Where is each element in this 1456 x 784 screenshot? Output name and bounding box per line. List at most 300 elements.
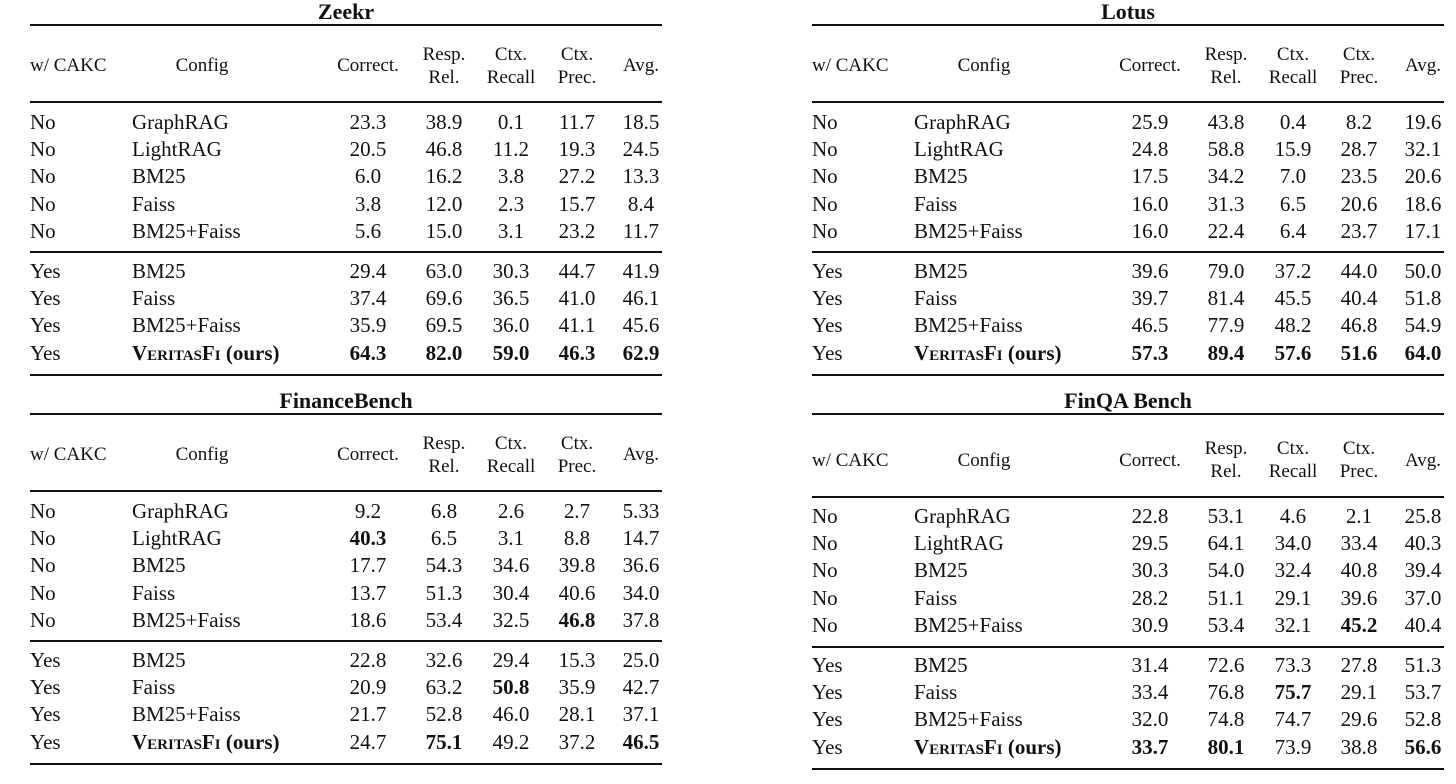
value-cell: 33.4 (1340, 531, 1378, 556)
value-cell: 20.6 (1404, 164, 1442, 189)
value-cell: 75.1 (425, 729, 463, 754)
config-cell: GraphRAG (132, 499, 229, 523)
group-separator (812, 646, 1444, 648)
header-text: Avg. (1404, 55, 1442, 76)
config-cell: Faiss (132, 580, 176, 605)
header-config (924, 36, 1044, 95)
value-cell: 39.8 (558, 553, 596, 578)
config-cell: BM25+Faiss (132, 607, 241, 632)
header-context-precision (1329, 430, 1389, 490)
header-correctness (1110, 36, 1190, 95)
header-text: Resp. (1204, 438, 1248, 459)
value-cell: 28.1 (558, 702, 596, 727)
header-rule (30, 490, 662, 492)
header-text: Prec. (557, 455, 597, 477)
value-cell: 51.6 (1340, 340, 1378, 365)
value-cell: 75.7 (1274, 680, 1312, 705)
value-cell: 3.1 (497, 218, 525, 243)
value-cell: 30.3 (492, 259, 530, 283)
config-cell: BM25 (132, 259, 186, 283)
top-rule (812, 413, 1444, 415)
header-text: Prec. (1339, 66, 1379, 88)
value-cell: 35.9 (558, 675, 596, 700)
value-cell: 53.1 (1207, 504, 1245, 528)
header-text: Ctx. (1342, 438, 1376, 459)
header-text: Recall (486, 455, 536, 477)
config-cell: GraphRAG (914, 110, 1011, 134)
value-cell: 54.3 (425, 553, 463, 578)
value-cell: 53.4 (1207, 612, 1245, 637)
cakc-cell: Yes (30, 259, 61, 283)
cakc-cell: No (30, 164, 56, 189)
value-cell: 32.1 (1274, 612, 1312, 637)
value-cell: 4.6 (1279, 504, 1307, 528)
value-cell: 46.8 (425, 137, 463, 162)
config-cell: BM25+Faiss (914, 707, 1023, 732)
value-cell: 15.9 (1274, 137, 1312, 162)
header-average (1398, 430, 1448, 490)
header-text: w/ CAKC (30, 444, 107, 465)
value-cell: 23.7 (1340, 218, 1378, 243)
value-cell: 19.3 (558, 137, 596, 162)
header-response-relevance (414, 36, 474, 95)
cakc-cell: Yes (30, 702, 61, 727)
header-text: Rel. (428, 455, 460, 477)
config-cell: LightRAG (914, 137, 1004, 162)
value-cell: 73.9 (1274, 734, 1312, 759)
config-cell: Faiss (914, 286, 958, 311)
value-cell: 74.8 (1207, 707, 1245, 732)
header-config (142, 36, 262, 95)
value-cell: 44.0 (1340, 259, 1378, 283)
value-cell: 29.1 (1274, 585, 1312, 610)
cakc-cell: Yes (812, 340, 843, 365)
value-cell: 46.5 (622, 729, 660, 754)
header-rule (812, 101, 1444, 103)
config-cell: LightRAG (132, 526, 222, 551)
header-text: Config (175, 55, 229, 76)
config-cell: BM25 (132, 164, 186, 189)
value-cell: 46.8 (558, 607, 596, 632)
config-cell: BM25+Faiss (914, 218, 1023, 243)
value-cell: 25.9 (1131, 110, 1169, 134)
value-cell: 44.7 (558, 259, 596, 283)
value-cell: 62.9 (622, 340, 660, 365)
value-cell: 24.8 (1131, 137, 1169, 162)
cakc-cell: No (812, 531, 838, 556)
cakc-cell: No (812, 137, 838, 162)
value-cell: 73.3 (1274, 653, 1312, 677)
cakc-cell: No (30, 218, 56, 243)
header-text: Ctx. (494, 432, 528, 454)
value-cell: 58.8 (1207, 137, 1245, 162)
value-cell: 25.8 (1404, 504, 1442, 528)
value-cell: 37.2 (558, 729, 596, 754)
value-cell: 2.7 (563, 499, 591, 523)
value-cell: 46.1 (622, 286, 660, 311)
value-cell: 16.0 (1131, 218, 1169, 243)
value-cell: 18.6 (349, 607, 387, 632)
value-cell: 23.3 (349, 110, 387, 134)
cakc-cell: Yes (812, 286, 843, 311)
value-cell: 39.6 (1131, 259, 1169, 283)
value-cell: 20.9 (349, 675, 387, 700)
value-cell: 34.0 (622, 580, 660, 605)
value-cell: 32.6 (425, 648, 463, 672)
cakc-cell: No (30, 553, 56, 578)
header-cakc (30, 36, 130, 95)
cakc-cell: Yes (30, 340, 61, 365)
value-cell: 11.2 (493, 137, 529, 162)
value-cell: 17.5 (1131, 164, 1169, 189)
value-cell: 5.33 (622, 499, 660, 523)
header-text: Correct. (1119, 55, 1181, 76)
config-cell: LightRAG (914, 531, 1004, 556)
header-text: Recall (1268, 66, 1318, 88)
config-cell (914, 340, 1062, 367)
value-cell: 37.0 (1404, 585, 1442, 610)
cakc-cell: No (30, 526, 56, 551)
header-cakc (812, 36, 912, 95)
value-cell: 53.4 (425, 607, 463, 632)
top-rule (812, 24, 1444, 26)
value-cell: 42.7 (622, 675, 660, 700)
value-cell: 40.3 (1404, 531, 1442, 556)
header-context-precision (547, 36, 607, 95)
config-cell (132, 340, 280, 367)
value-cell: 27.2 (558, 164, 596, 189)
value-cell: 59.0 (492, 340, 530, 365)
config-cell: BM25 (132, 648, 186, 672)
header-average (1398, 36, 1448, 95)
table-title: Lotus (1101, 0, 1155, 24)
config-cell (914, 734, 1062, 761)
cakc-cell: Yes (30, 313, 61, 338)
value-cell: 11.7 (623, 218, 659, 243)
header-text: Correct. (337, 444, 399, 465)
cakc-cell: No (30, 110, 56, 134)
value-cell: 69.6 (425, 286, 463, 311)
value-cell: 39.7 (1131, 286, 1169, 311)
header-text: Rel. (428, 66, 460, 88)
group-separator (812, 251, 1444, 253)
cakc-cell: No (30, 137, 56, 162)
cakc-cell: Yes (812, 313, 843, 338)
header-response-relevance (1196, 430, 1256, 490)
value-cell: 23.5 (1340, 164, 1378, 189)
value-cell: 37.1 (622, 702, 660, 727)
value-cell: 29.6 (1340, 707, 1378, 732)
header-text: Correct. (337, 55, 399, 76)
value-cell: 2.6 (497, 499, 525, 523)
value-cell: 11.7 (559, 110, 595, 134)
config-cell: Faiss (914, 191, 958, 216)
value-cell: 34.0 (1274, 531, 1312, 556)
cakc-cell: Yes (812, 680, 843, 705)
header-context-recall (479, 425, 543, 484)
cakc-cell: No (812, 585, 838, 610)
value-cell: 3.8 (354, 191, 382, 216)
value-cell: 6.4 (1279, 218, 1307, 243)
method-suffix: (ours) (1002, 734, 1062, 759)
value-cell: 34.6 (492, 553, 530, 578)
value-cell: 19.6 (1404, 110, 1442, 134)
cakc-cell: No (30, 191, 56, 216)
config-cell: BM25 (914, 653, 968, 677)
value-cell: 17.7 (349, 553, 387, 578)
value-cell: 89.4 (1207, 340, 1245, 365)
header-text: Ctx. (1276, 43, 1310, 65)
header-text: Avg. (1404, 449, 1442, 471)
value-cell: 37.4 (349, 286, 387, 311)
value-cell: 38.8 (1340, 734, 1378, 759)
value-cell: 15.3 (558, 648, 596, 672)
header-rule (30, 101, 662, 103)
value-cell: 56.6 (1404, 734, 1442, 759)
value-cell: 57.6 (1274, 340, 1312, 365)
value-cell: 36.6 (622, 553, 660, 578)
header-text: Ctx. (1342, 43, 1376, 65)
cakc-cell: Yes (812, 259, 843, 283)
bottom-rule (812, 374, 1444, 376)
header-correctness (328, 425, 408, 484)
header-text: w/ CAKC (812, 449, 889, 471)
value-cell: 9.2 (354, 499, 382, 523)
method-name: VeritasFi (914, 734, 1003, 759)
header-rule (812, 496, 1444, 498)
header-text: Ctx. (560, 43, 594, 65)
value-cell: 64.3 (349, 340, 387, 365)
value-cell: 7.0 (1279, 164, 1307, 189)
config-cell: Faiss (132, 191, 176, 216)
config-cell: GraphRAG (132, 110, 229, 134)
value-cell: 32.4 (1274, 558, 1312, 583)
value-cell: 46.8 (1340, 313, 1378, 338)
value-cell: 43.8 (1207, 110, 1245, 134)
value-cell: 82.0 (425, 340, 463, 365)
value-cell: 16.2 (425, 164, 463, 189)
header-text: Rel. (1210, 461, 1242, 482)
method-name: VeritasFi (132, 340, 221, 365)
value-cell: 51.8 (1404, 286, 1442, 311)
value-cell: 22.8 (349, 648, 387, 672)
value-cell: 64.1 (1207, 531, 1245, 556)
cakc-cell: Yes (812, 734, 843, 759)
value-cell: 40.4 (1404, 612, 1442, 637)
cakc-cell: Yes (812, 653, 843, 677)
results-table (30, 389, 662, 767)
config-cell: BM25+Faiss (132, 313, 241, 338)
header-context-precision (547, 425, 607, 484)
bottom-rule (812, 768, 1444, 770)
config-cell: Faiss (914, 680, 958, 705)
bottom-rule (30, 763, 662, 765)
top-rule (30, 413, 662, 415)
value-cell: 13.7 (349, 580, 387, 605)
value-cell: 37.8 (622, 607, 660, 632)
value-cell: 2.1 (1345, 504, 1373, 528)
header-text: Rel. (1210, 66, 1242, 88)
value-cell: 32.0 (1131, 707, 1169, 732)
results-table (30, 0, 662, 378)
header-correctness (1110, 430, 1190, 490)
value-cell: 24.7 (349, 729, 387, 754)
value-cell: 46.5 (1131, 313, 1169, 338)
cakc-cell: No (30, 607, 56, 632)
value-cell: 39.4 (1404, 558, 1442, 583)
value-cell: 16.0 (1131, 191, 1169, 216)
config-cell: GraphRAG (914, 504, 1011, 528)
config-cell: BM25 (914, 164, 968, 189)
value-cell: 41.0 (558, 286, 596, 311)
header-text: Resp. (1204, 43, 1248, 65)
cakc-cell: Yes (30, 648, 61, 672)
value-cell: 41.1 (558, 313, 596, 338)
value-cell: 27.8 (1340, 653, 1378, 677)
header-text: Recall (1268, 461, 1318, 482)
header-response-relevance (1196, 36, 1256, 95)
header-text: Config (957, 449, 1011, 471)
value-cell: 52.8 (425, 702, 463, 727)
value-cell: 31.4 (1131, 653, 1169, 677)
config-cell: Faiss (914, 585, 958, 610)
value-cell: 38.9 (425, 110, 463, 134)
config-cell: BM25 (914, 259, 968, 283)
header-average (616, 36, 666, 95)
value-cell: 79.0 (1207, 259, 1245, 283)
value-cell: 22.4 (1207, 218, 1245, 243)
header-text: w/ CAKC (812, 55, 889, 76)
header-context-precision (1329, 36, 1389, 95)
value-cell: 30.9 (1131, 612, 1169, 637)
value-cell: 30.4 (492, 580, 530, 605)
config-cell: BM25+Faiss (914, 612, 1023, 637)
value-cell: 40.4 (1340, 286, 1378, 311)
header-text: Prec. (557, 66, 597, 88)
value-cell: 32.5 (492, 607, 530, 632)
value-cell: 5.6 (354, 218, 382, 243)
header-text: Prec. (1339, 461, 1379, 482)
header-text: Ctx. (560, 432, 594, 454)
value-cell: 63.0 (425, 259, 463, 283)
value-cell: 36.0 (492, 313, 530, 338)
value-cell: 28.7 (1340, 137, 1378, 162)
config-cell: BM25+Faiss (914, 313, 1023, 338)
method-name: VeritasFi (914, 340, 1003, 365)
value-cell: 14.7 (622, 526, 660, 551)
value-cell: 6.8 (430, 499, 458, 523)
config-cell: BM25+Faiss (132, 702, 241, 727)
header-average (616, 425, 666, 484)
header-response-relevance (414, 425, 474, 484)
header-text: Avg. (622, 444, 660, 465)
results-table (812, 389, 1444, 772)
cakc-cell: No (812, 218, 838, 243)
value-cell: 12.0 (425, 191, 463, 216)
value-cell: 13.3 (622, 164, 660, 189)
value-cell: 74.7 (1274, 707, 1312, 732)
value-cell: 37.2 (1274, 259, 1312, 283)
value-cell: 35.9 (349, 313, 387, 338)
header-text: Ctx. (494, 43, 528, 65)
value-cell: 49.2 (492, 729, 530, 754)
value-cell: 29.1 (1340, 680, 1378, 705)
cakc-cell: No (812, 558, 838, 583)
header-cakc (30, 425, 130, 484)
cakc-cell: No (812, 191, 838, 216)
value-cell: 77.9 (1207, 313, 1245, 338)
value-cell: 51.1 (1207, 585, 1245, 610)
cakc-cell: No (812, 164, 838, 189)
value-cell: 33.4 (1131, 680, 1169, 705)
value-cell: 30.3 (1131, 558, 1169, 583)
value-cell: 6.0 (354, 164, 382, 189)
value-cell: 28.2 (1131, 585, 1169, 610)
cakc-cell: No (812, 612, 838, 637)
value-cell: 15.0 (425, 218, 463, 243)
value-cell: 22.8 (1131, 504, 1169, 528)
value-cell: 64.0 (1404, 340, 1442, 365)
value-cell: 46.0 (492, 702, 530, 727)
value-cell: 36.5 (492, 286, 530, 311)
value-cell: 63.2 (425, 675, 463, 700)
value-cell: 2.3 (497, 191, 525, 216)
value-cell: 34.2 (1207, 164, 1245, 189)
value-cell: 52.8 (1404, 707, 1442, 732)
bottom-rule (30, 374, 662, 376)
value-cell: 20.5 (349, 137, 387, 162)
config-cell: BM25 (914, 558, 968, 583)
value-cell: 80.1 (1207, 734, 1245, 759)
config-cell: Faiss (132, 675, 176, 700)
cakc-cell: Yes (30, 286, 61, 311)
header-text: Avg. (622, 55, 660, 76)
results-table (812, 0, 1444, 378)
value-cell: 46.3 (558, 340, 596, 365)
value-cell: 40.6 (558, 580, 596, 605)
value-cell: 8.4 (627, 191, 655, 216)
table-title: FinQA Bench (1064, 388, 1192, 413)
config-cell (132, 729, 280, 756)
value-cell: 40.3 (349, 526, 387, 551)
cakc-cell: No (30, 499, 56, 523)
value-cell: 48.2 (1274, 313, 1312, 338)
config-cell: BM25+Faiss (132, 218, 241, 243)
value-cell: 23.2 (558, 218, 596, 243)
header-context-recall (479, 36, 543, 95)
value-cell: 51.3 (425, 580, 463, 605)
value-cell: 3.1 (497, 526, 525, 551)
value-cell: 6.5 (1279, 191, 1307, 216)
top-rule (30, 24, 662, 26)
value-cell: 15.7 (558, 191, 596, 216)
value-cell: 54.9 (1404, 313, 1442, 338)
value-cell: 8.8 (563, 526, 591, 551)
value-cell: 6.5 (430, 526, 458, 551)
value-cell: 41.9 (622, 259, 660, 283)
value-cell: 31.3 (1207, 191, 1245, 216)
value-cell: 76.8 (1207, 680, 1245, 705)
method-suffix: (ours) (220, 340, 280, 365)
cakc-cell: Yes (812, 707, 843, 732)
header-text: Config (175, 444, 229, 465)
value-cell: 45.2 (1340, 612, 1378, 637)
header-correctness (328, 36, 408, 95)
header-text: Ctx. (1276, 438, 1310, 459)
cakc-cell: Yes (30, 729, 61, 754)
config-cell: LightRAG (132, 137, 222, 162)
method-name: VeritasFi (132, 729, 221, 754)
